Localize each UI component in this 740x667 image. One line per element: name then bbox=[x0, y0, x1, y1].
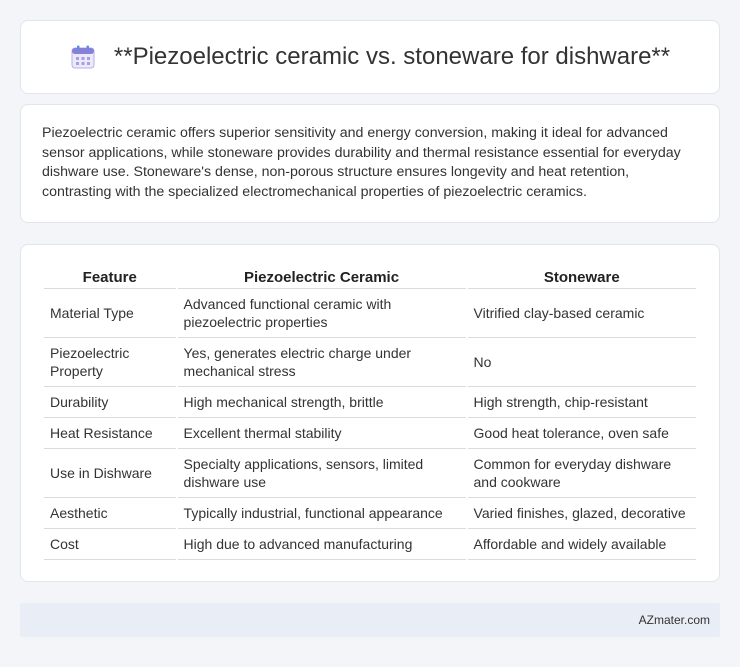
feature-cell: Piezoelectric Property bbox=[44, 338, 176, 387]
table-header-row bbox=[44, 264, 696, 289]
footer-site-name: AZmater.com bbox=[638, 613, 710, 627]
feature-cell: Durability bbox=[44, 387, 176, 418]
piezoelectric-cell: Yes, generates electric charge under mechanical stress bbox=[178, 338, 466, 387]
comparison-table-card bbox=[20, 244, 720, 582]
feature-cell: Heat Resistance bbox=[44, 418, 176, 449]
stoneware-cell: No bbox=[468, 338, 696, 387]
piezoelectric-cell: Specialty applications, sensors, limited dishware use bbox=[178, 449, 466, 498]
table-row bbox=[44, 449, 696, 498]
stoneware-cell: Good heat tolerance, oven safe bbox=[468, 418, 696, 449]
table-row bbox=[44, 529, 696, 560]
table-row bbox=[44, 418, 696, 449]
footer bbox=[20, 603, 720, 637]
stoneware-cell: Common for everyday dishware and cookware bbox=[468, 449, 696, 498]
calendar-icon bbox=[70, 44, 96, 70]
header-feature: Feature bbox=[44, 264, 176, 289]
piezoelectric-cell: Advanced functional ceramic with piezoelectric properties bbox=[178, 289, 466, 338]
table-row bbox=[44, 289, 696, 338]
piezoelectric-cell: Typically industrial, functional appearance bbox=[178, 498, 466, 529]
header-piezoelectric-ceramic: Piezoelectric Ceramic bbox=[178, 264, 466, 289]
summary-paragraph: Piezoelectric ceramic offers superior sensitivity and energy conversion, making it ideal for advanced sensor applications, while stoneware provides durability and thermal resistance essential for everyday dishware use. Stoneware's dense, non-porous structure ensures longevity and heat retention, contrasting with the specialized electromechanical properties of piezoelectric ceramics. bbox=[42, 125, 681, 200]
stoneware-cell: Affordable and widely available bbox=[468, 529, 696, 560]
feature-cell: Use in Dishware bbox=[44, 449, 176, 498]
stoneware-cell: High strength, chip-resistant bbox=[468, 387, 696, 418]
stoneware-cell: Varied finishes, glazed, decorative bbox=[468, 498, 696, 529]
title-card bbox=[20, 20, 720, 94]
summary-card bbox=[20, 104, 720, 223]
stoneware-cell: Vitrified clay-based ceramic bbox=[468, 289, 696, 338]
header-stoneware: Stoneware bbox=[468, 264, 696, 289]
table-row bbox=[44, 387, 696, 418]
feature-cell: Cost bbox=[44, 529, 176, 560]
table-row bbox=[44, 338, 696, 387]
piezoelectric-cell: Excellent thermal stability bbox=[178, 418, 466, 449]
comparison-table bbox=[42, 264, 698, 560]
feature-cell: Aesthetic bbox=[44, 498, 176, 529]
piezoelectric-cell: High due to advanced manufacturing bbox=[178, 529, 466, 560]
piezoelectric-cell: High mechanical strength, brittle bbox=[178, 387, 466, 418]
feature-cell: Material Type bbox=[44, 289, 176, 338]
page-title: **Piezoelectric ceramic vs. stoneware for dishware** bbox=[113, 43, 671, 70]
table-row bbox=[44, 498, 696, 529]
